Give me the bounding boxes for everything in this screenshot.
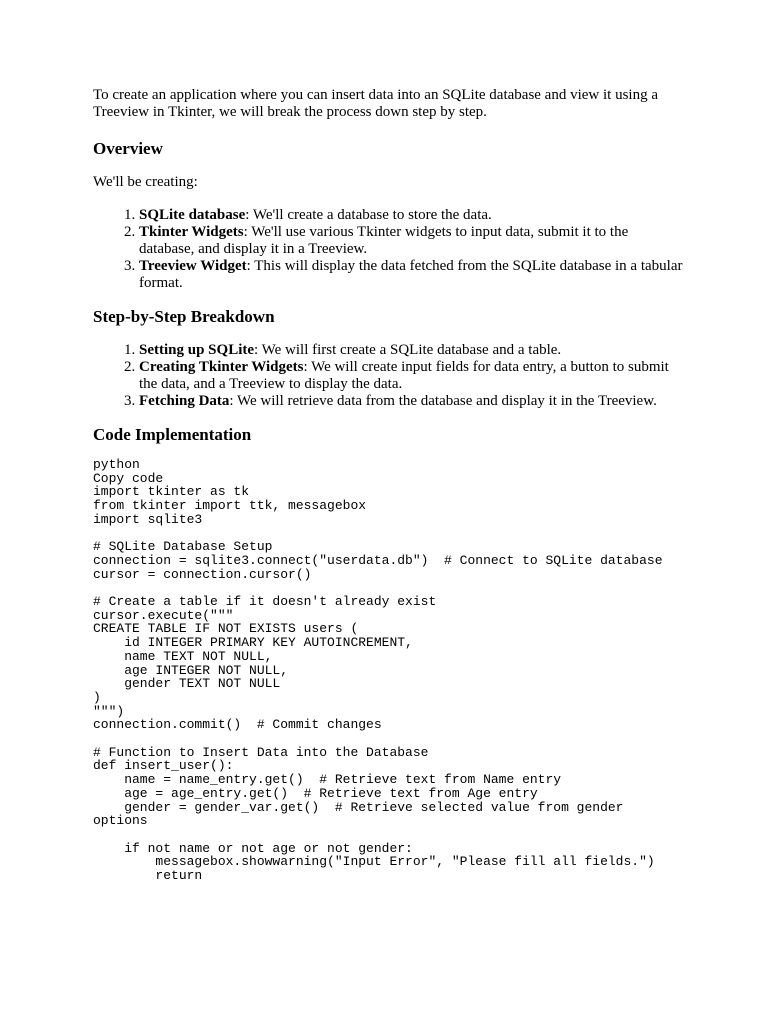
list-item xyxy=(139,258,683,292)
list-item-term: Setting up SQLite xyxy=(139,342,255,358)
list-item-term: Tkinter Widgets xyxy=(139,224,244,240)
list-item-desc: : This will display the data fetched from the SQLite database in a tabular format. xyxy=(139,258,683,291)
list-item-term: Creating Tkinter Widgets xyxy=(139,359,304,375)
intro-paragraph: To create an application where you can insert data into an SQLite database and view it using a Treeview in Tkinter, we will break the process down step by step. xyxy=(93,87,658,120)
list-item-desc: : We'll use various Tkinter widgets to input data, submit it to the database, and display it in a Treeview. xyxy=(139,224,629,257)
document-page xyxy=(93,87,683,883)
list-item-term: SQLite database xyxy=(139,207,246,223)
code-block: python Copy code import tkinter as tk from tkinter import ttk, messagebox import sqlite3 # SQLite Database Setup connection = sqlite3.connect("userdata.db") # Connect to SQLite database cursor = connection.cursor() # Create a table if it doesn't already exist cursor.execute(""" CREATE TABLE IF NOT EXISTS users ( id INTEGER PRIMARY KEY AUTOINCREMENT, name TEXT NOT NULL, age INTEGER NOT NULL, gender TEXT NOT NULL ) """) connection.commit() # Commit changes # Function to Insert Data into the Database def insert_user(): name = name_entry.get() # Retrieve text from Name entry age = age_entry.get() # Retrieve text from Age entry gender = gender_var.get() # Retrieve selected value from gender options if not name or not age or not gender: messagebox.showwarning("Input Error", "Please fill all fields.") return xyxy=(93,457,663,884)
breakdown-list xyxy=(93,342,683,410)
overview-lead: We'll be creating: xyxy=(93,174,198,190)
list-item-desc: : We will first create a SQLite database and a table. xyxy=(254,342,562,358)
list-item-term: Treeview Widget xyxy=(139,258,247,274)
code-implementation-heading: Code Implementation xyxy=(93,425,252,444)
list-item xyxy=(139,207,683,224)
list-item-desc: : We'll create a database to store the data. xyxy=(245,207,492,223)
list-item xyxy=(139,359,683,393)
list-item-desc: : We will create input fields for data entry, a button to submit the data, and a Treeview to display the data. xyxy=(139,359,669,392)
list-item-desc: : We will retrieve data from the database and display it in the Treeview. xyxy=(229,393,657,409)
list-item xyxy=(139,224,683,258)
overview-heading: Overview xyxy=(93,139,163,158)
list-item-term: Fetching Data xyxy=(139,393,230,409)
overview-list xyxy=(93,207,683,292)
list-item xyxy=(139,393,683,410)
list-item xyxy=(139,342,683,359)
breakdown-heading: Step-by-Step Breakdown xyxy=(93,307,275,326)
